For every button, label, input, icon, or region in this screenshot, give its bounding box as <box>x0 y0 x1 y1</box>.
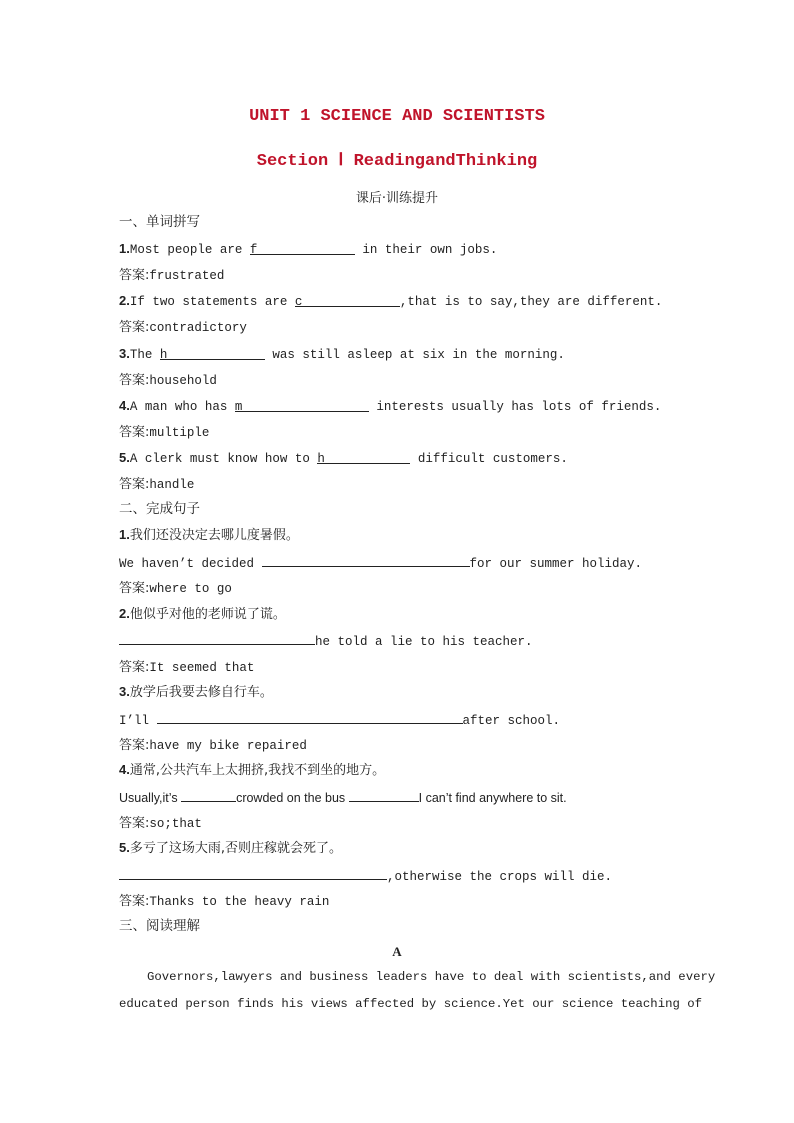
passage-line-2: educated person finds his views affected by science.Yet our science teaching of <box>119 997 702 1011</box>
part2-prompt-1 <box>119 526 299 544</box>
answer-blank[interactable] <box>250 241 355 255</box>
answer-text: It seemed that <box>149 661 255 675</box>
chinese-prompt: 通常,公共汽车上太拥挤,我找不到坐的地方。 <box>129 763 386 778</box>
answer-blank[interactable] <box>349 788 419 802</box>
answer-text: handle <box>149 478 195 492</box>
sentence-text: I can’t find anywhere to sit. <box>418 791 567 805</box>
part2-answer-1 <box>119 579 232 597</box>
part1-question-3 <box>119 345 565 363</box>
question-text: A clerk must know how to <box>129 452 318 466</box>
answer-text: household <box>149 374 217 388</box>
answer-label: 答案: <box>119 660 150 675</box>
sentence-text: he told a lie to his teacher. <box>315 635 533 649</box>
question-number: 2. <box>119 293 130 308</box>
answer-blank[interactable] <box>119 631 315 645</box>
part3-heading: 三、阅读理解 <box>119 918 200 934</box>
answer-text: frustrated <box>149 269 225 283</box>
part2-sentence-2 <box>119 631 533 649</box>
part2-answer-5 <box>119 892 329 910</box>
answer-blank[interactable] <box>181 788 236 802</box>
part1-question-4 <box>119 397 661 415</box>
sentence-text: ,otherwise the crops will die. <box>387 870 613 884</box>
answer-label: 答案: <box>119 268 150 283</box>
answer-text: so;that <box>149 817 202 831</box>
answer-label: 答案: <box>119 894 150 909</box>
chinese-prompt: 放学后我要去修自行车。 <box>129 685 273 700</box>
question-number: 4. <box>119 398 130 413</box>
question-number: 3. <box>119 346 130 361</box>
unit-title: UNIT 1 SCIENCE AND SCIENTISTS <box>249 107 545 126</box>
sentence-text: We haven’t decided <box>119 557 262 571</box>
part1-answer-1 <box>119 266 224 284</box>
section-title: Section Ⅰ ReadingandThinking <box>256 152 538 171</box>
part1-question-5 <box>119 449 568 467</box>
sentence-text: after school. <box>462 714 561 728</box>
passage-line-1: Governors,lawyers and business leaders have to deal with scientists,and every <box>147 970 716 984</box>
chinese-prompt: 我们还没决定去哪儿度暑假。 <box>129 528 299 543</box>
answer-blank[interactable] <box>119 866 387 880</box>
part1-answer-3 <box>119 371 217 389</box>
answer-text: multiple <box>149 426 210 440</box>
question-number: 1. <box>119 527 130 542</box>
part2-prompt-2 <box>119 605 286 623</box>
question-text: was still asleep at six in the morning. <box>264 348 565 362</box>
sentence-text: for our summer holiday. <box>469 557 643 571</box>
hint-letter: c <box>294 295 303 309</box>
part2-sentence-5 <box>119 866 612 884</box>
answer-blank[interactable] <box>262 553 470 567</box>
part2-answer-4 <box>119 814 202 832</box>
part2-answer-3 <box>119 736 307 754</box>
answer-text: have my bike repaired <box>149 739 307 753</box>
answer-blank[interactable] <box>317 450 410 464</box>
part2-answer-2 <box>119 658 254 676</box>
answer-blank[interactable] <box>157 710 463 724</box>
question-text: The <box>129 348 160 362</box>
sentence-text: I’ll <box>119 714 157 728</box>
question-text: ,that is to say,they are different. <box>399 295 663 309</box>
answer-label: 答案: <box>119 425 150 440</box>
answer-blank[interactable] <box>295 293 400 307</box>
answer-blank[interactable] <box>235 398 369 412</box>
answer-text: Thanks to the heavy rain <box>149 895 330 909</box>
question-text: interests usually has lots of friends. <box>368 400 662 414</box>
sentence-text: crowded on the bus <box>236 791 349 805</box>
hint-letter: h <box>317 452 325 466</box>
part2-sentence-4 <box>119 788 567 806</box>
sentence-text: Usually,it’s <box>119 791 182 805</box>
question-number: 1. <box>119 241 130 256</box>
question-text: Most people are <box>129 243 250 257</box>
chinese-prompt: 他似乎对他的老师说了谎。 <box>129 607 286 622</box>
answer-blank[interactable] <box>160 346 265 360</box>
question-number: 5. <box>119 450 130 465</box>
question-number: 4. <box>119 762 130 777</box>
hint-letter: m <box>234 400 243 414</box>
answer-label: 答案: <box>119 816 150 831</box>
page-subtitle: 课后·训练提升 <box>355 191 439 206</box>
part1-heading: 一、单词拼写 <box>119 214 200 230</box>
answer-text: where to go <box>149 582 232 596</box>
part2-sentence-3 <box>119 710 560 728</box>
passage-label: A <box>392 944 402 959</box>
question-text: in their own jobs. <box>354 243 498 257</box>
answer-label: 答案: <box>119 320 150 335</box>
question-text: difficult customers. <box>410 452 568 466</box>
part1-question-2 <box>119 292 662 310</box>
part1-question-1 <box>119 240 497 258</box>
answer-label: 答案: <box>119 373 150 388</box>
chinese-prompt: 多亏了这场大雨,否则庄稼就会死了。 <box>129 841 342 856</box>
part1-answer-4 <box>119 423 209 441</box>
hint-letter: h <box>159 348 168 362</box>
question-number: 5. <box>119 840 130 855</box>
answer-text: contradictory <box>149 321 247 335</box>
part2-prompt-4 <box>119 761 385 779</box>
question-number: 3. <box>119 684 130 699</box>
hint-letter: f <box>249 243 258 257</box>
part2-prompt-3 <box>119 683 273 701</box>
part2-prompt-5 <box>119 839 342 857</box>
question-number: 2. <box>119 606 130 621</box>
answer-label: 答案: <box>119 738 150 753</box>
question-text: If two statements are <box>129 295 295 309</box>
part1-answer-2 <box>119 318 247 336</box>
part2-heading: 二、完成句子 <box>119 501 200 517</box>
answer-label: 答案: <box>119 477 150 492</box>
part2-sentence-1 <box>119 553 642 571</box>
answer-label: 答案: <box>119 581 150 596</box>
part1-answer-5 <box>119 475 194 493</box>
question-text: A man who has <box>129 400 235 414</box>
